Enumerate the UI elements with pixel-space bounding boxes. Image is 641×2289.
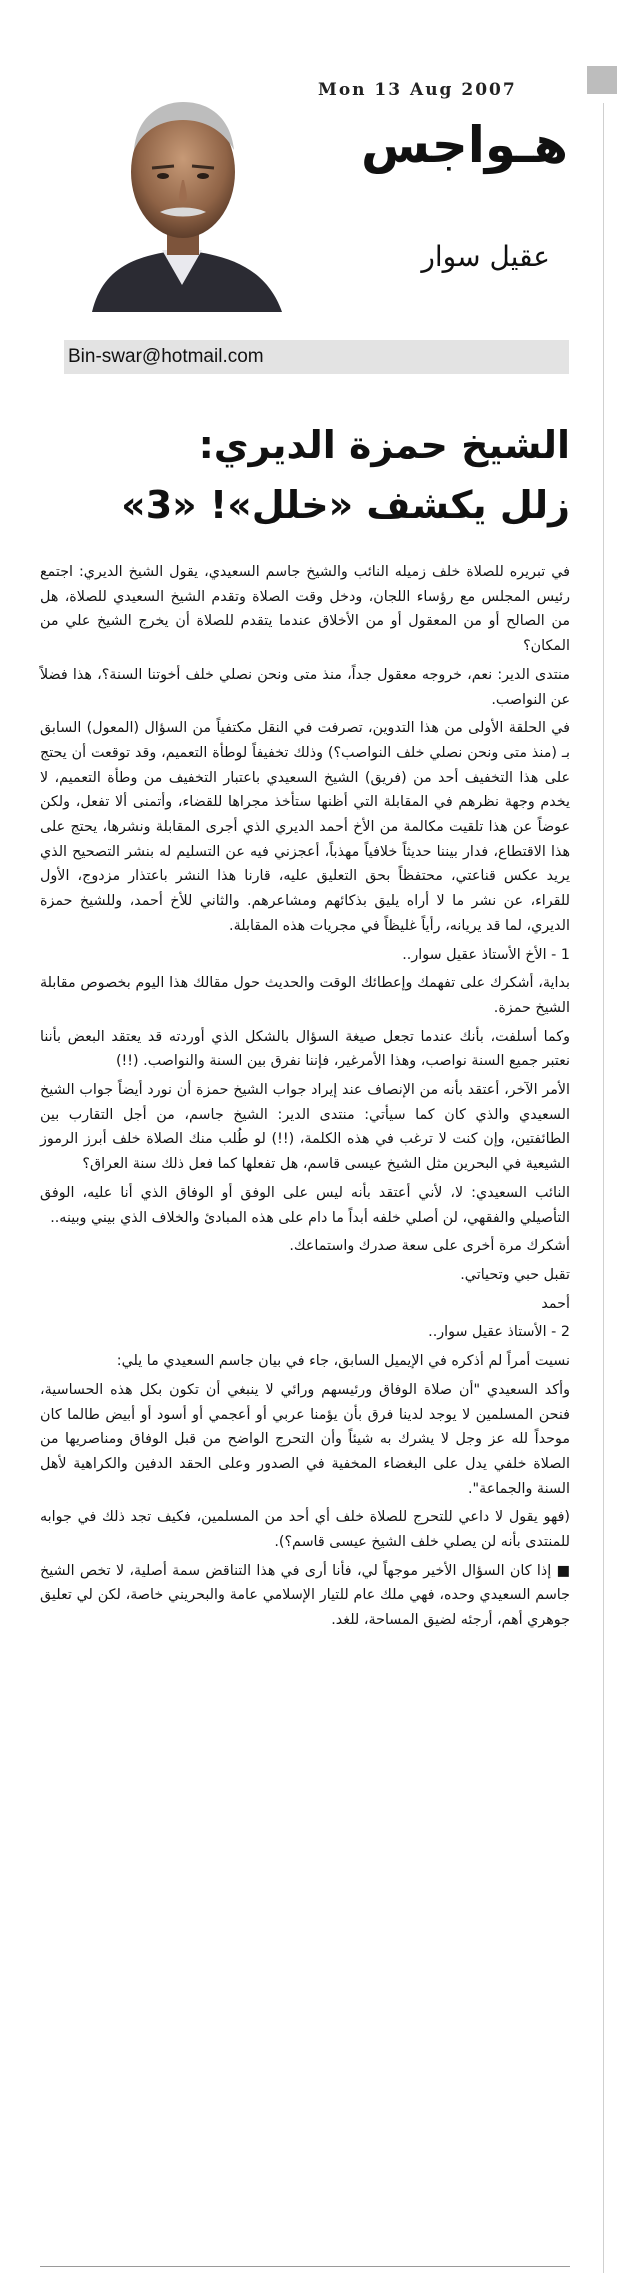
- paragraph: أحمد: [541, 1295, 570, 1312]
- paragraph: وأكد السعيدي "أن صلاة الوفاق ورئيسهم ورائي لا ينبغي أن تكون بكل هذه الحساسية، فنحن المسلمين لا يوجد لدينا فرق بأن يؤمنا عربي أو أعجمي أو أسود أو أبيض طالما كان موحداً لله عز وجل لا يشرك به شيئاً وأن التحرج الواضح من قبل الوفاق ومناصريها من الصلاة خلفي يدل على البغضاء المخفية في الصدور وعلى الحقد الدفين والكراهية لأهل السنة والجماعة".: [40, 1381, 570, 1497]
- article-body: [40, 560, 570, 1637]
- paragraph: 1 - الأخ الأستاذ عقيل سوار..: [402, 946, 570, 963]
- paragraph: منتدى الدير: نعم، خروجه معقول جداً، منذ متى ونحن نصلي خلف أخوتنا السنة؟، هذا فضلاً عن النواصب.: [40, 666, 570, 708]
- article-headline: [42, 415, 570, 535]
- paragraph: النائب السعيدي: لا، لأني أعتقد بأنه ليس على الوفق أو الوفاق الذي أنا عليه، الوفق التأصيلي والفقهي، لن أصلي خلفه أبداً ما دام على هذه المبادئ والخلاف الذي بيني وبينه..: [40, 1184, 570, 1226]
- paragraph: 2 - الأستاذ عقيل سوار..: [428, 1324, 570, 1341]
- paragraph: (فهو يقول لا داعي للتحرج للصلاة خلف أي أحد من المسلمين، فكيف تجد ذلك في جوابه للمنتدى بأنه لن يصلي خلف الشيخ عيسى قاسم؟).: [40, 1509, 570, 1551]
- bottom-divider: [40, 2266, 570, 2267]
- paragraph: بداية، أشكرك على تفهمك وإعطائك الوقت والحديث حول مقالك هذا اليوم بخصوص مقابلة الشيخ حمزة.: [40, 975, 570, 1016]
- author-photo: [82, 80, 287, 312]
- author-name: عقيل سوار: [421, 240, 550, 273]
- paragraph: الأمر الآخر، أعتقد بأنه من الإنصاف عند إيراد جواب الشيخ حمزة أن نورد أيضاً جواب الشيخ السعيدي والذي كان كما سيأتي: منتدى الدير: الشيخ جاسم، من أجل التقارب بين الطائفتين، وإن كنت لا ترغب في هذه الكلمة، (!!) لو طُلب منك الصلاة خلف أبرز الرموز الشيعية في البحرين مثل الشيخ عيسى قاسم، هل تفعلها كما فعل ذلك سنة العراق؟: [40, 1082, 570, 1173]
- paragraph: أشكرك مرة أخرى على سعة صدرك واستماعك.: [289, 1238, 570, 1255]
- paragraph: ■ إذا كان السؤال الأخير موجهاً لي، فأنا أرى في هذا التناقض سمة أصلية، لا تخص الشيخ جاسم السعيدي وحده، فهي ملك عام للتيار الإسلامي عامة والبحريني خاصة، لكن لي تعليق جوهري أهم، أرجئه لضيق المساحة، للغد.: [40, 1562, 570, 1629]
- paragraph: وكما أسلفت، بأنك عندما تجعل صيغة السؤال بالشكل الذي أوردته قد يعتقد البعض بأننا نعتبر جميع السنة نواصب، وهذا الأمرغير، فإننا نفرق بين السنة والنواصب. (!!): [40, 1028, 570, 1070]
- paragraph: في الحلقة الأولى من هذا التدوين، تصرفت في النقل مكتفياً من السؤال (المعول) السابق بـ (منذ متى ونحن نصلي خلف النواصب؟) وذلك تخفيفاً لوطأة التعميم، وقد توقعت أن يحتج على هذا التخفيف أحد من (فريق) الشيخ السعيدي باعتبار التخفيف من وطأة التعميم، لا يخدم وجهة نظرهم في المقابلة التي أظنها ستأخذ مجراها للقضاء، وأتمنى ألا تفعل، ولكن عوضاً عن هذا تلقيت مكالمة من الأخ أحمد الديري الذي أجرى المقابلة ونشرها، يحتج على هذا الاقتطاع، فدار بيننا حديثاً خلافياً مهذباً، أعجزني فيه عن التسليم له بنشر التصحيح الذي يريد عكس قناعتي، محتفظاً بحق التعليق عليه، قارنا هذا النشر باعتذار مزدوج، الأول للقراء، عن نشر ما لا أراه يليق بذكائهم ومشاعرهم. والثاني للأخ أحمد، وللشيخ حمزة الديري، لما قد يريانه، رأياً غليظاً في مجريات هذه المقابلة.: [40, 720, 570, 934]
- column-divider: [603, 103, 604, 2273]
- headline-line-2: زلل يكشف «خلل»! «3»: [121, 483, 570, 527]
- sidebar-marker: [587, 66, 617, 94]
- headline-line-1: الشيخ حمزة الديري:: [198, 423, 570, 467]
- column-title: هـواجس: [361, 116, 568, 174]
- author-email[interactable]: Bin-swar@hotmail.com: [68, 346, 264, 367]
- paragraph: في تبريره للصلاة خلف زميله النائب والشيخ جاسم السعيدي، يقول الشيخ الديري: اجتمع رئيس المجلس مع رؤساء اللجان، ودخل وقت الصلاة وتقدم الشيخ السعيدي للصلاة، هل من الصالح أو من المعقول أو من الأخلاق عندما يتقدم للصلاة أن يخرج الشيخ علي من المكان؟: [40, 564, 570, 655]
- paragraph: نسيت أمراً لم أذكره في الإيميل السابق، جاء في بيان جاسم السعيدي ما يلي:: [116, 1353, 570, 1370]
- article-date: Mon 13 Aug 2007: [318, 80, 517, 100]
- paragraph: تقبل حبي وتحياتي.: [460, 1266, 570, 1283]
